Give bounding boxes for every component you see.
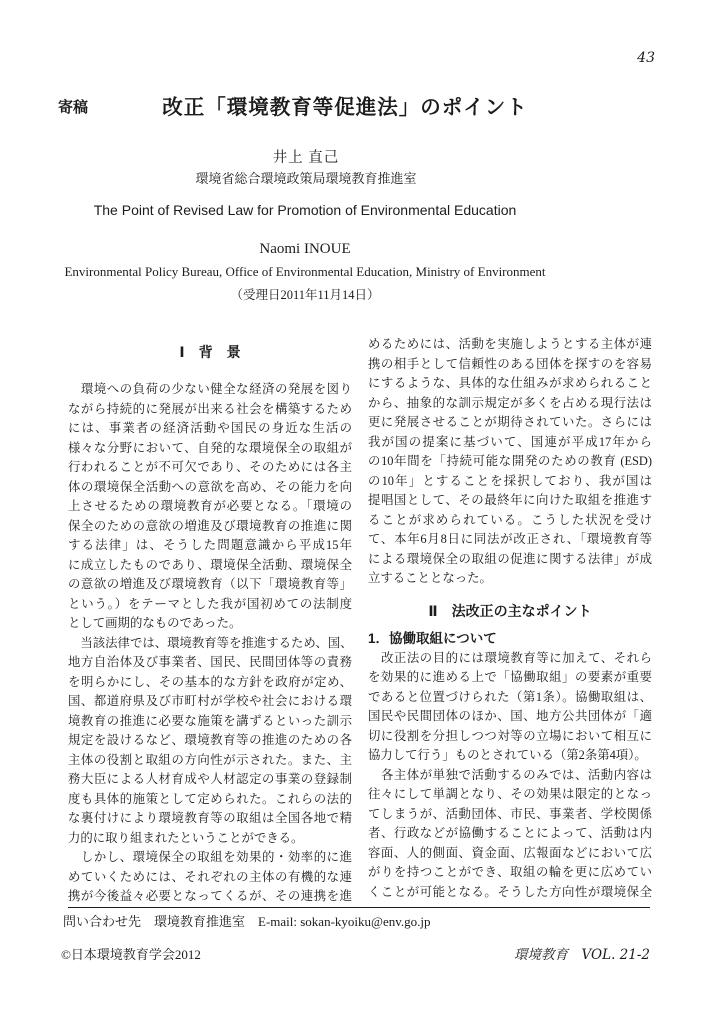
- text-line: めるためには、活動を実施しようとする主体が連: [368, 337, 652, 351]
- text-line: 環境への負荷の少ない健全な経済の発展を図り: [68, 382, 352, 396]
- text-line: を明らかにし、その基本的な方針を政府が定め、: [68, 674, 352, 689]
- text-line: 様々な分野において、自発的な環境保全の取組が: [68, 440, 352, 455]
- text-line: 国民や民間団体のほか、国、地方公共団体が「適: [368, 709, 652, 723]
- text-line: 我が国の提案に基づいて、国連が平成17年から: [368, 434, 652, 449]
- text-line: 更に発展させることが期待されていた。さらには: [368, 415, 652, 429]
- copyright-notice: ©日本環境教育学会2012: [61, 947, 201, 962]
- text-line: の10年間を「持続可能な開発のための教育 (ESD): [368, 454, 652, 468]
- text-line: 立することとなった。: [368, 571, 492, 585]
- text-line: 力的に取り組まれたということができる。: [68, 830, 304, 845]
- text-line: 体の環境保全活動への意欲を高め、その能力を向: [68, 479, 352, 494]
- text-line: から、抽象的な訓示規定が多くを占める現行法は: [368, 395, 652, 410]
- text-line: を効果的に進める上で「協働取組」の要素が重要: [368, 670, 652, 684]
- text-line: てしまうが、活動団体、市民、事業者、学校関係: [368, 806, 652, 821]
- right-column-lines-after: [368, 649, 652, 903]
- text-line: て、本年6月8日に同法が改正され、「環境教育等: [368, 532, 652, 546]
- text-line: 行われることが不可欠であり、そのためには各主: [68, 460, 352, 474]
- text-line: として画期的なものであった。: [68, 616, 242, 630]
- journal-reference: 環境教育 VOL. 21-2: [514, 947, 650, 963]
- contact-info: 問い合わせ先 環境教育推進室 E-mail: sokan-kyoiku@env.go.jp: [63, 914, 431, 929]
- text-line: する法律」は、そうした問題意識から平成15年: [68, 538, 352, 552]
- right-column-lines-before: [368, 335, 652, 589]
- text-line: 度も具体的施策として定められた。これらの法的: [68, 791, 352, 806]
- text-line: がりを持つことができ、取組の輪を更に広めてい: [368, 865, 652, 879]
- footnote-divider: [68, 907, 650, 908]
- text-line: しかし、環境保全の取組を効果的・効率的に進: [68, 850, 352, 864]
- text-line: 境教育の推進に必要な施策を講ずるといった訓示: [68, 713, 352, 728]
- text-line: 当該法律では、環境教育等を推進するため、国、: [68, 635, 353, 650]
- author-name: 井上 直己: [272, 150, 340, 166]
- text-line: くことが可能となる。そうした方向性が環境保全: [368, 884, 652, 899]
- text-line: 携の相手として信頼性のある団体を探すのを容易: [368, 356, 652, 371]
- text-line: 務大臣による人材育成や人材認定の事業の登録制: [68, 772, 352, 786]
- paper-title: 改正「環境教育等促進法」のポイント: [162, 96, 528, 119]
- section-2-heading: Ⅱ 法改正の主なポイント: [428, 602, 592, 619]
- left-column-lines: [68, 380, 352, 907]
- text-line: 各主体が単独で活動するのみでは、活動内容は: [368, 767, 652, 782]
- text-line: 容面、人的側面、資金面、広報面などにおいて広: [368, 845, 652, 860]
- author-name-english: Naomi INOUE: [259, 241, 351, 257]
- left-column: [68, 335, 352, 907]
- text-line: 提唱国として、その最終年に向けた取組を推進す: [368, 493, 652, 507]
- category-label: 寄稿: [58, 99, 89, 116]
- text-line: 保全のための意欲の増進及び環境教育の推進に関: [68, 518, 352, 533]
- text-line: ながら持続的に発展が出来る社会を構築するため: [68, 401, 352, 416]
- text-line: 地方自治体及び事業者、国民、民間団体等の責務: [68, 655, 352, 669]
- text-line: 規定を設けるなど、環境教育等の推進のための各: [68, 733, 352, 747]
- text-line: 協力して行う」ものとされている（第2条第4項）。: [368, 748, 647, 762]
- text-line: 主体の役割と取組の方向性が示された。また、主: [68, 752, 352, 767]
- text-line: には、事業者の経済活動や国民の身近な生活の: [68, 421, 352, 435]
- text-line: による環境保全の取組の促進に関する法律」が成: [368, 551, 652, 566]
- text-line: な裏付けにより環境教育等の取組は全国各地で精: [68, 811, 352, 825]
- paper-title-english: The Point of Revised Law for Promotion of Environmental Education: [93, 202, 517, 218]
- author-affiliation: 環境省総合環境政策局環境教育推進室: [195, 171, 417, 186]
- text-line: 往々にして単調となり、その効果は限定的となっ: [368, 787, 652, 801]
- section-1-heading: Ⅰ 背 景: [179, 344, 241, 360]
- text-line: 切に役割を分担しつつ対等の立場において相互に: [368, 728, 652, 743]
- received-date: （受理日2011年11月14日）: [230, 288, 380, 302]
- text-line: 改正法の目的には環境教育等に加えて、それら: [368, 650, 652, 665]
- text-line: にするような、具体的な仕組みが求められること: [368, 376, 652, 390]
- text-line: 者、行政などが協働することによって、活動は内: [368, 826, 652, 840]
- subsection-1-heading: 1．協働取組について: [368, 630, 497, 646]
- text-line: の10年」とすることを採択しており、我が国は: [368, 473, 652, 488]
- text-line: という。）をテーマとした我が国初めての法制度: [68, 596, 352, 611]
- text-line: の意欲の増進及び環境教育（以下「環境教育等」: [68, 577, 352, 591]
- text-line: 上させるための環境教育が必要となる。「環境の: [68, 499, 352, 513]
- page-number: 43: [637, 50, 655, 66]
- text-line: に成立したものであり、環境保全活動、環境保全: [68, 557, 352, 572]
- text-line: めていくためには、それぞれの主体の有機的な連: [68, 869, 352, 884]
- text-line: ることが求められている。こうした状況を受け: [368, 512, 652, 527]
- text-line: 携が今後益々必要となってくるが、その連携を進: [68, 889, 352, 903]
- text-line: であると位置づけられた（第1条）。協働取組は、: [368, 689, 652, 704]
- right-column: [368, 335, 652, 902]
- author-affiliation-english: Environmental Policy Bureau, Office of Environmental Education, Ministry of Environment: [64, 264, 546, 279]
- text-line: 国、都道府県及び市町村が学校や社会における環: [68, 694, 352, 708]
